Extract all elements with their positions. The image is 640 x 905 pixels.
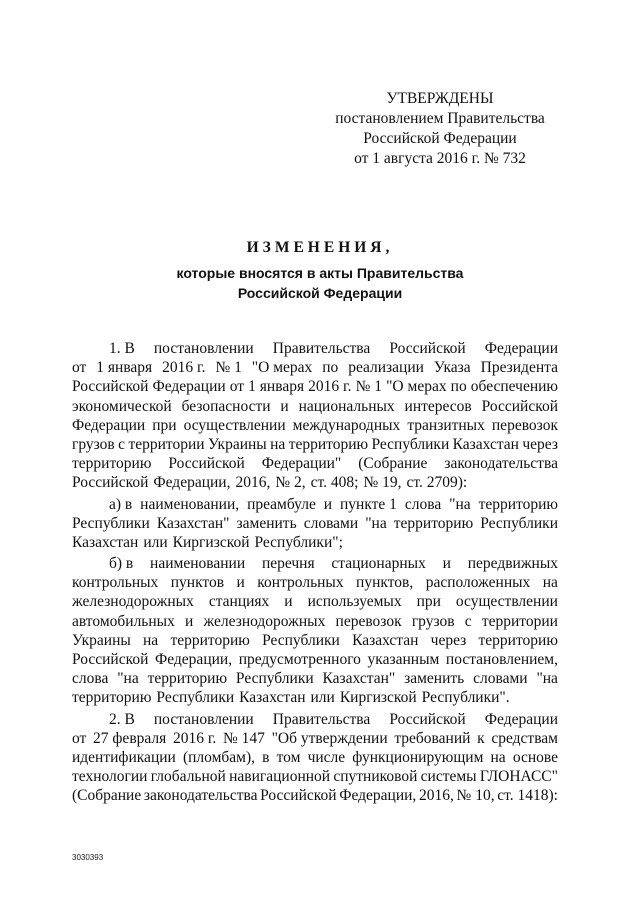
subtitle-line-1: которые вносятся в акты Правительства: [176, 265, 464, 281]
body-line: [72, 612, 558, 631]
document-subtitle: [0, 263, 640, 303]
body-word: средствам: [491, 729, 558, 747]
body-word: пункте 1: [339, 495, 397, 513]
body-word: территорию: [170, 631, 250, 649]
body-word: указанным: [367, 651, 440, 668]
body-word: 2016,: [418, 787, 454, 805]
body-word: Казахстан: [72, 533, 139, 551]
body-word: стационарных: [331, 555, 426, 573]
approval-stamp: [330, 89, 550, 169]
body-word: ст. 1418):: [497, 787, 558, 805]
body-word: навигационной: [229, 768, 331, 786]
body-word: и: [185, 612, 194, 630]
body-word: и: [442, 555, 451, 573]
body-word: системы: [420, 768, 477, 786]
body-word: автомобильных: [72, 612, 175, 630]
body-word: реализации: [348, 359, 424, 377]
body-word: контрольных: [257, 574, 344, 592]
body-word: национальных: [298, 397, 395, 415]
body-word: (Собрание: [72, 787, 142, 805]
body-line: [72, 729, 558, 748]
body-line: [72, 688, 558, 707]
body-word: от: [72, 729, 87, 747]
body-line: [72, 397, 558, 416]
body-word: перевозок: [335, 612, 402, 630]
body-word: Правительства: [272, 710, 371, 728]
body-word: 1 января: [96, 359, 153, 377]
body-word: железнодорожных: [72, 593, 194, 611]
body-line: [72, 573, 558, 592]
body-word: 2016 г.: [308, 378, 352, 396]
body-word: транзитных: [407, 416, 485, 434]
body-word: 2. В: [109, 710, 135, 728]
body-word: международных: [292, 416, 401, 434]
body-word: предусмотренного: [238, 651, 361, 668]
body-word: территории: [128, 435, 205, 453]
body-word: Федерации: [484, 340, 558, 357]
body-word: территорию: [147, 670, 228, 688]
body-word: наименовании,: [140, 495, 240, 513]
body-word: Российской: [72, 378, 149, 396]
body-word: Республики: [480, 514, 558, 532]
body-word: к: [477, 729, 485, 747]
approval-line-1: УТВЕРЖДЕНЫ: [386, 90, 494, 107]
body-word: Указа: [433, 359, 471, 377]
body-word: Федерации: [152, 378, 226, 396]
body-line: [72, 454, 558, 473]
approval-line-3: Российской Федерации: [363, 130, 517, 147]
body-word: по: [322, 359, 339, 377]
body-word: постановлением,: [445, 651, 558, 668]
body-word: технологии: [72, 768, 148, 786]
body-line: [72, 435, 558, 454]
body-word: ГЛОНАСС": [479, 768, 558, 786]
body-line: [72, 786, 558, 805]
body-word: и: [236, 574, 245, 592]
approval-line-4: от 1 августа 2016 г. № 732: [354, 150, 526, 167]
body-word: функционирующим: [352, 748, 484, 766]
body-word: или: [143, 533, 168, 551]
body-word: Республики: [262, 631, 340, 649]
body-word: (Собрание: [358, 455, 428, 473]
body-word: законодательства: [444, 455, 558, 473]
body-word: и: [323, 495, 333, 513]
body-word: № 2,: [275, 474, 306, 492]
body-word: контрольных: [72, 574, 159, 592]
body-word: основе: [512, 748, 558, 766]
body-word: числе: [307, 748, 346, 766]
body-word: на: [542, 574, 558, 592]
body-word: Федерации,: [153, 474, 231, 492]
body-word: территорию: [478, 495, 558, 513]
body-word: глобальной: [150, 768, 226, 786]
body-line: [72, 416, 558, 435]
body-line: [72, 592, 558, 611]
body-word: через: [522, 435, 558, 453]
body-line: [72, 669, 558, 688]
body-word: обеспечению: [470, 378, 558, 396]
body-word: 2016 г.: [162, 359, 206, 377]
body-word: в: [262, 748, 270, 766]
body-word: Республики: [72, 514, 150, 532]
body-word: Российской: [260, 787, 337, 805]
body-word: "Об утверждении: [271, 729, 388, 747]
body-word: заменить: [236, 514, 297, 532]
body-word: (пломбам),: [182, 748, 256, 766]
body-word: "на: [536, 670, 558, 688]
body-word: расположенных: [425, 574, 531, 592]
body-word: Федерации: [484, 710, 558, 728]
body-word: № 1: [355, 378, 383, 396]
body-word: территорию: [72, 689, 152, 707]
body-word: территорию: [478, 631, 558, 649]
body-word: б) в: [109, 555, 134, 573]
body-word: Казахстан: [239, 689, 306, 707]
body-word: постановлении: [153, 710, 254, 728]
body-word: том: [276, 748, 301, 766]
body-word: на: [270, 435, 286, 453]
body-word: на: [143, 631, 159, 649]
body-line: [72, 358, 558, 377]
body-word: пунктов: [170, 574, 225, 592]
body-word: заменить: [404, 670, 465, 688]
body-line: [72, 495, 558, 514]
subtitle-line-2: Российской Федерации: [237, 285, 403, 301]
body-word: Федерации: [72, 416, 146, 434]
body-word: "О мерах: [251, 359, 313, 377]
body-word: 2016 г.: [172, 729, 217, 747]
body-word: через: [430, 631, 467, 649]
body-word: Федерации,: [339, 787, 417, 805]
body-word: при: [152, 416, 177, 434]
body-word: осуществлении: [455, 593, 558, 611]
body-word: от: [72, 359, 87, 377]
body-word: "О мерах: [386, 378, 447, 396]
body-line: [72, 377, 558, 396]
body-word: 1. В: [109, 340, 135, 357]
body-word: постановлении: [153, 340, 254, 357]
body-word: интересов: [404, 397, 472, 415]
body-word: Республики";: [254, 533, 343, 551]
body-word: Президента: [480, 359, 558, 377]
body-word: перевозок: [491, 416, 558, 434]
body-word: Российской: [72, 474, 149, 492]
body-word: территорию: [288, 435, 369, 453]
body-word: и: [280, 397, 289, 415]
body-word: Российской: [389, 710, 466, 728]
body-line: [72, 533, 558, 552]
body-word: Украины: [207, 435, 267, 453]
body-line: [72, 650, 558, 669]
body-word: Российской: [168, 455, 245, 473]
body-word: ст. 2709):: [406, 474, 468, 492]
body-line: [72, 767, 558, 786]
body-word: Казахстан: [452, 435, 519, 453]
body-line: [72, 473, 558, 492]
body-word: слова: [404, 495, 442, 513]
body-word: территорию: [393, 514, 474, 532]
body-word: Украины: [72, 631, 131, 649]
body-word: по: [450, 378, 467, 396]
body-word: "на: [117, 670, 139, 688]
body-word: "на: [365, 514, 387, 532]
body-line: [72, 748, 558, 767]
body-word: перечня: [261, 555, 315, 573]
body-word: при: [416, 593, 441, 611]
body-word: спутниковой: [333, 768, 418, 786]
body-word: Киргизской: [172, 533, 250, 551]
body-word: территории: [481, 612, 558, 630]
body-word: Республики: [235, 670, 314, 688]
body-word: наименовании: [150, 555, 246, 573]
body-word: с: [464, 612, 472, 630]
document-code: 3030393: [72, 853, 104, 862]
body-word: слова: [72, 670, 109, 688]
body-word: Киргизской: [339, 689, 417, 707]
body-line: [72, 631, 558, 650]
body-word: Казахстан": [156, 514, 230, 532]
body-word: 27 февраля: [93, 729, 167, 747]
approval-line-2: постановлением Правительства: [335, 110, 545, 127]
body-word: железнодорожных: [203, 612, 326, 630]
body-word: Республики".: [421, 689, 510, 707]
body-word: безопасности: [181, 397, 271, 415]
body-word: от: [229, 378, 245, 396]
document-body: [72, 339, 558, 806]
body-word: Российской: [389, 340, 466, 357]
body-word: ст. 408;: [310, 474, 359, 492]
body-word: преамбуле: [247, 495, 316, 513]
body-word: экономической: [72, 397, 172, 415]
body-word: и: [284, 593, 293, 611]
body-word: 1 января: [248, 378, 305, 396]
body-word: "на: [449, 495, 471, 513]
body-word: 2016,: [235, 474, 271, 492]
body-word: или: [310, 689, 335, 707]
body-word: идентификации: [72, 748, 176, 766]
body-word: Республики: [371, 435, 450, 453]
body-word: станциях: [208, 593, 270, 611]
body-line: [72, 710, 558, 729]
body-word: Казахстан": [322, 670, 396, 688]
body-word: словами: [473, 670, 528, 688]
body-line: [72, 339, 558, 358]
body-word: пунктов,: [356, 574, 414, 592]
body-word: Республики: [156, 689, 235, 707]
document-title: ИЗМЕНЕНИЯ,: [246, 239, 394, 256]
body-word: грузов: [411, 612, 455, 630]
body-word: Правительства: [272, 340, 371, 357]
body-word: передвижных: [467, 555, 558, 573]
body-word: № 147: [223, 729, 265, 747]
body-word: № 10,: [456, 787, 495, 805]
body-word: грузов: [72, 435, 115, 453]
body-word: используемых: [307, 593, 402, 611]
body-word: осуществлении: [183, 416, 286, 434]
body-word: № 1: [215, 359, 242, 377]
body-word: Федерации": [261, 455, 342, 473]
body-word: с: [118, 435, 126, 453]
body-word: Российской: [72, 651, 149, 668]
body-word: Российской: [481, 397, 558, 415]
body-word: законодательства: [143, 787, 258, 805]
body-word: Федерации,: [155, 651, 233, 668]
body-word: словами: [303, 514, 359, 532]
body-word: на: [490, 748, 506, 766]
body-word: а) в: [109, 495, 133, 513]
body-line: [72, 554, 558, 573]
body-word: Казахстан: [352, 631, 419, 649]
body-word: требований: [394, 729, 471, 747]
body-word: № 19,: [363, 474, 402, 492]
body-line: [72, 514, 558, 533]
body-word: территорию: [72, 455, 152, 473]
